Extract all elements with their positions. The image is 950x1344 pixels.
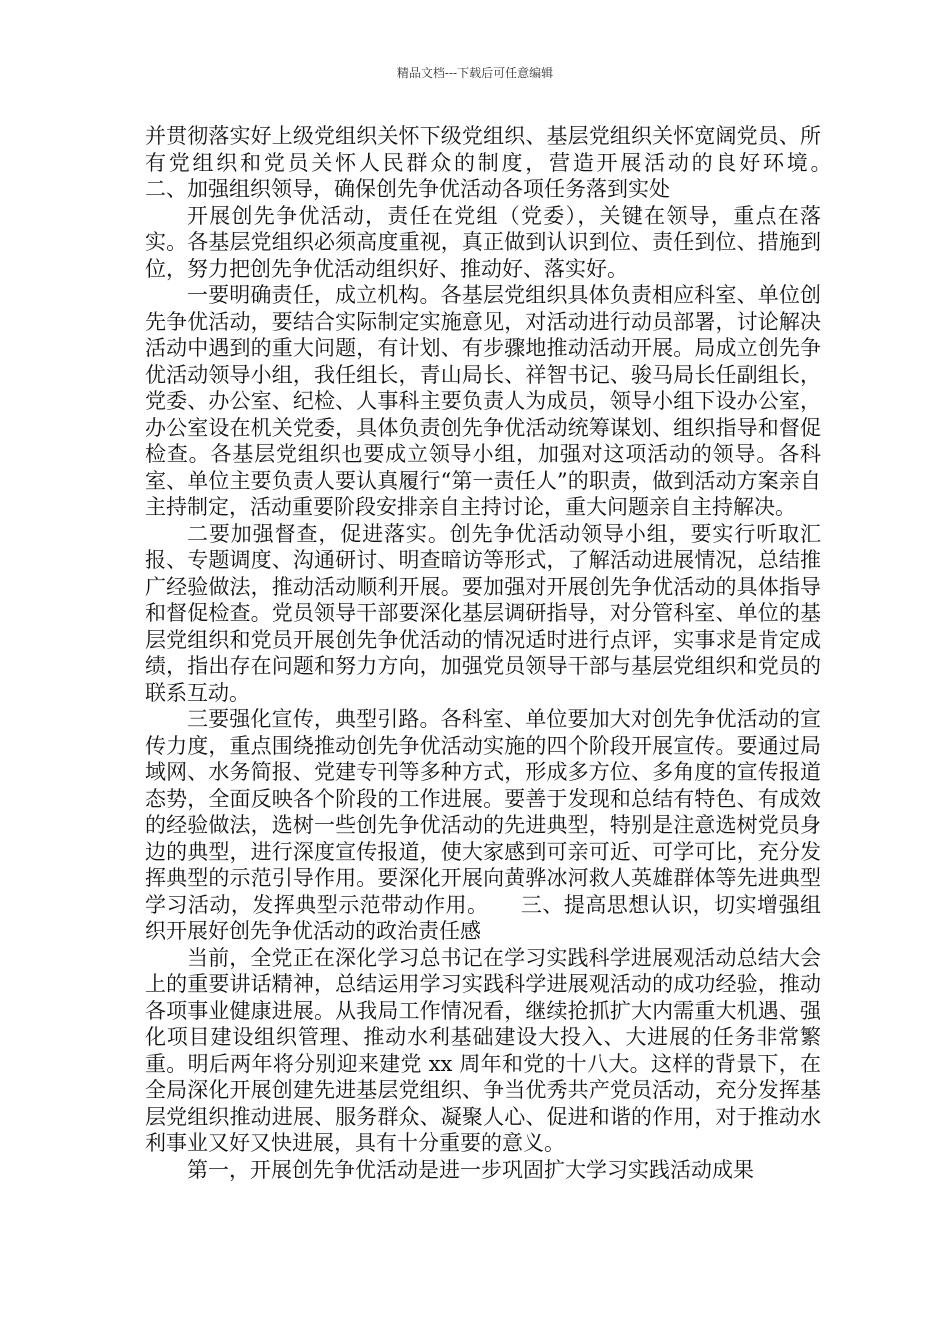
paragraph: 当前，全党正在深化学习总书记在学习实践科学进展观活动总结大会上的重要讲话精神，总结运用学习实践科学进展观活动的成功经验，推动各项事业健康进展。从我局工作情况看，继续抢抓扩大内需重大机遇、强化项目建设组织管理、推动水利基础建设大投入、大进展的任务非常繁重。明后两年将分别迎来建党 xx 周年和党的十八大。这样的背景下，在全局深化开展创建先进基层党组织、争当优秀共产党员活动，充分发挥基层党组织推动进展、服务群众、凝聚人心、促进和谐的作用，对于推动水利事业又好又快进展，具有十分重要的意义。 [145, 945, 821, 1155]
page-header: 精品文档---下载后可任意编辑 [396, 66, 554, 80]
paragraph: 一要明确责任，成立机构。各基层党组织具体负责相应科室、单位创先争优活动，要结合实际制定实施意见，对活动进行动员部署，讨论解决活动中遇到的重大问题，有计划、有步骤地推动活动开展。局成立创先争优活动领导小组，我任组长，青山局长、祥智书记、骏马局长任副组长，党委、办公室、纪检、人事科主要负责人为成员，领导小组下设办公室，办公室设在机关党委，具体负责创先争优活动统筹谋划、组织指导和督促检查。各基层党组织也要成立领导小组，加强对这项活动的领导。各科室、单位主要负责人要认真履行“第一责任人”的职责，做到活动方案亲自主持制定，活动重要阶段安排亲自主持讨论，重大问题亲自主持解决。 [145, 283, 821, 519]
paragraph: 三要强化宣传，典型引路。各科室、单位要加大对创先争优活动的宣传力度，重点围绕推动创先争优活动实施的四个阶段开展宣传。要通过局域网、水务简报、党建专刊等多种方式，形成多方位、多角度的宣传报道态势，全面反映各个阶段的工作进展。要善于发现和总结有特色、有成效的经验做法，选树一些创先争优活动的先进典型，特别是注意选树党员身边的典型，进行深度宣传报道，使大家感到可亲可近、可学可比，充分发挥典型的示范引导作用。要深化开展向黄骅冰河救人英雄群体等先进典型学习活动，发挥典型示范带动作用。 三、提高思想认识，切实增强组织开展好创先争优活动的政治责任感 [145, 707, 821, 943]
paragraph: 开展创先争优活动，责任在党组（党委），关键在领导，重点在落实。各基层党组织必须高度重视，真正做到认识到位、责任到位、措施到位，努力把创先争优活动组织好、推动好、落实好。 [145, 203, 821, 281]
paragraph: 二要加强督查，促进落实。创先争优活动领导小组，要实行听取汇报、专题调度、沟通研讨、明查暗访等形式，了解活动进展情况，总结推广经验做法，推动活动顺利开展。要加强对开展创先争优活动的具体指导和督促检查。党员领导干部要深化基层调研指导，对分管科室、单位的基层党组织和党员开展创先争优活动的情况适时进行点评，实事求是肯定成绩，指出存在问题和努力方向，加强党员领导干部与基层党组织和党员的联系互动。 [145, 521, 821, 705]
paragraph: 并贯彻落实好上级党组织关怀下级党组织、基层党组织关怀宽阔党员、所有党组织和党员关怀人民群众的制度，营造开展活动的良好环境。 二、加强组织领导，确保创先争优活动各项任务落到实处 [145, 124, 863, 201]
document-body [145, 123, 863, 1183]
paragraph: 第一，开展创先争优活动是进一步巩固扩大学习实践活动成果 [187, 1157, 754, 1182]
